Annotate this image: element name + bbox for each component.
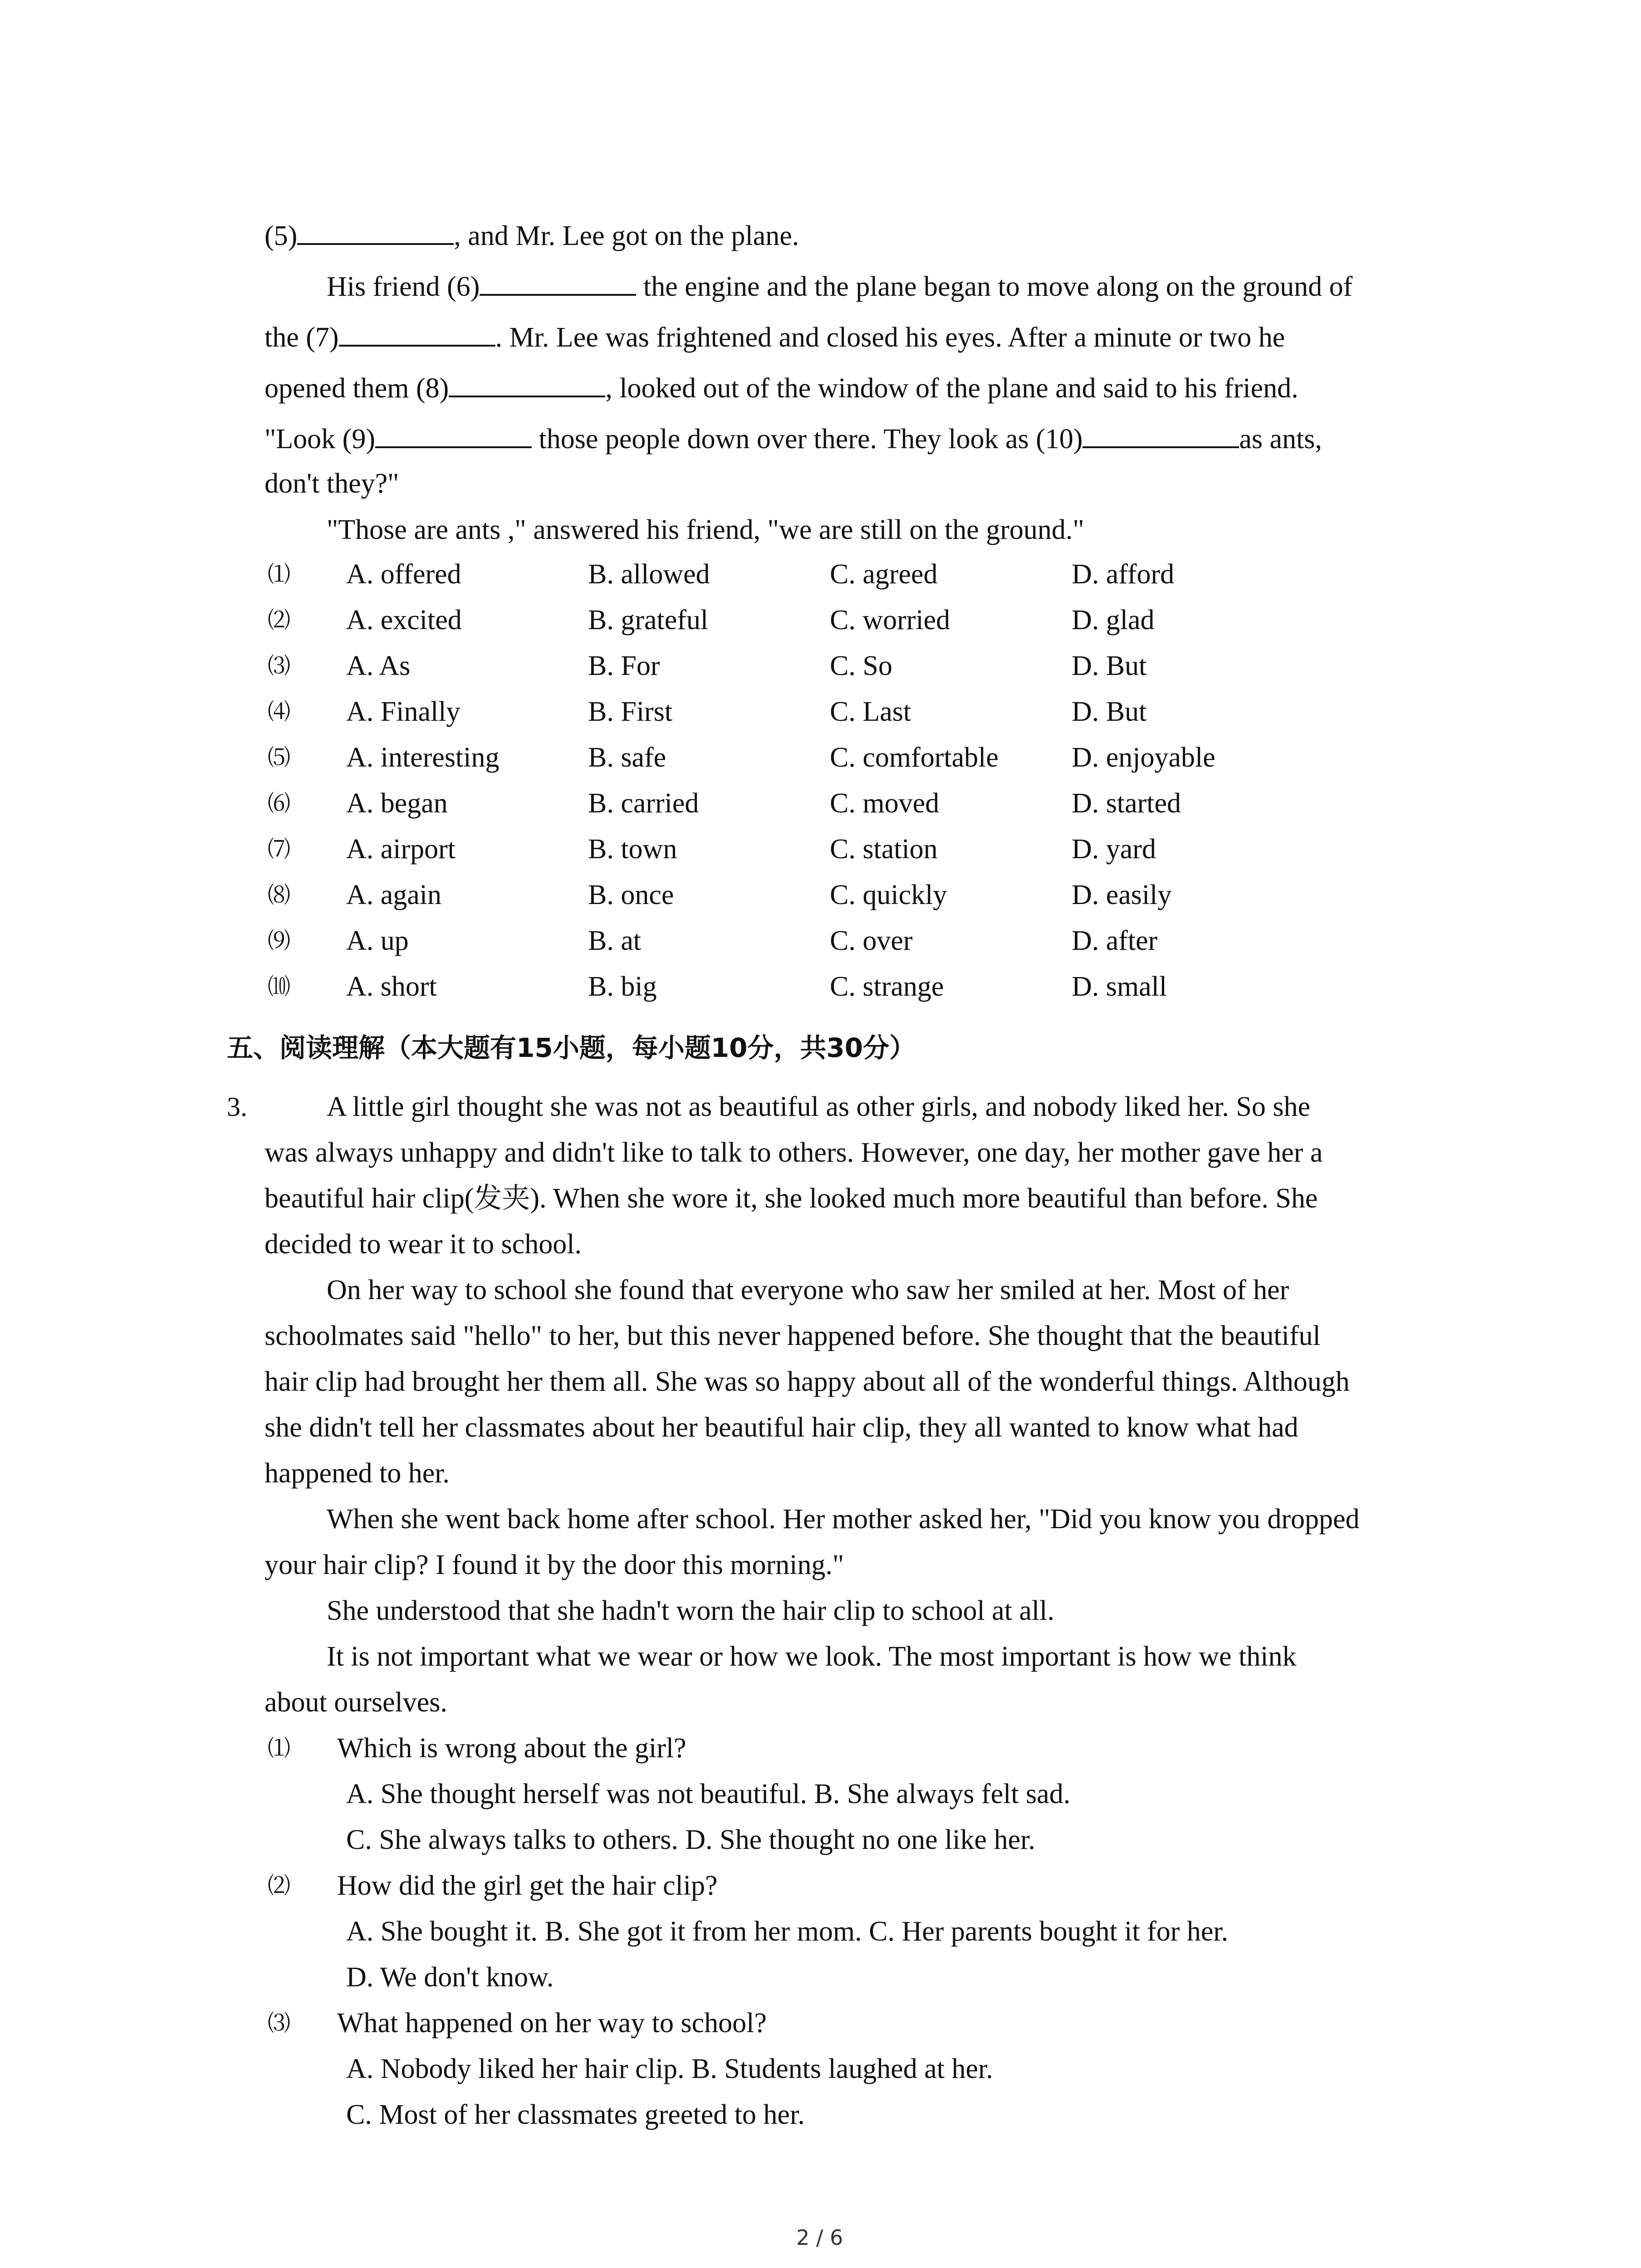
option-b[interactable]: B. town: [588, 834, 677, 865]
answer-options[interactable]: A. She bought it. B. She got it from her mom. C. Her parents bought it for her.: [346, 1916, 1229, 1947]
option-c[interactable]: C. quickly: [830, 880, 947, 910]
answer-blank-5[interactable]: [297, 216, 454, 245]
cloze-text: opened them (8): [265, 373, 449, 404]
passage-line: she didn't tell her classmates about her beautiful hair clip, they all wanted to know what had: [265, 1412, 1298, 1443]
option-c[interactable]: C. comfortable: [830, 742, 999, 773]
option-b[interactable]: B. carried: [588, 788, 699, 819]
option-b[interactable]: B. big: [588, 971, 657, 1002]
passage-line: happened to her.: [265, 1458, 450, 1489]
answer-options[interactable]: A. She thought herself was not beautiful. B. She always felt sad.: [346, 1779, 1071, 1809]
option-a[interactable]: A. again: [346, 880, 442, 910]
option-c[interactable]: C. strange: [830, 971, 944, 1002]
answer-options[interactable]: D. We don't know.: [346, 1962, 554, 1993]
option-d[interactable]: D. after: [1072, 925, 1158, 956]
cloze-line-7: "Those are ants ," answered his friend, "we are still on the ground.": [327, 514, 1084, 545]
cloze-text: those people down over there. They look as (10): [531, 424, 1083, 455]
question-number: ⑵: [268, 1872, 290, 1899]
option-c[interactable]: C. over: [830, 925, 913, 956]
passage-line: schoolmates said "hello" to her, but this never happened before. She thought that the beautiful: [265, 1320, 1321, 1351]
question-number: ⑸: [268, 744, 290, 771]
option-d[interactable]: D. easily: [1072, 880, 1172, 910]
cloze-line-5: [265, 419, 1322, 457]
question-number: ⑽: [268, 973, 290, 1000]
option-c[interactable]: C. moved: [830, 788, 940, 819]
answer-options[interactable]: C. She always talks to others. D. She thought no one like her.: [346, 1824, 1035, 1855]
cloze-line-3: [265, 318, 1285, 356]
question-number: ⑻: [268, 882, 290, 908]
option-d[interactable]: D. started: [1072, 788, 1181, 819]
option-c[interactable]: C. Last: [830, 696, 911, 727]
passage-line: your hair clip? I found it by the door this morning.": [265, 1549, 844, 1580]
option-a[interactable]: A. excited: [346, 605, 462, 635]
option-a[interactable]: A. short: [346, 971, 437, 1002]
cloze-text: the (7): [265, 322, 339, 353]
option-d[interactable]: D. yard: [1072, 834, 1156, 865]
option-c[interactable]: C. So: [830, 650, 892, 681]
question-number: ⑵: [268, 607, 290, 633]
cloze-line-6: don't they?": [265, 468, 399, 499]
option-a[interactable]: A. airport: [346, 834, 456, 865]
option-a[interactable]: A. up: [346, 925, 409, 956]
question-text: What happened on her way to school?: [337, 2008, 767, 2038]
passage-line: beautiful hair clip(发夹). When she wore it, she looked much more beautiful than before. She: [265, 1183, 1318, 1214]
option-b[interactable]: B. grateful: [588, 605, 709, 635]
cloze-text: as ants,: [1239, 424, 1322, 455]
option-d[interactable]: D. glad: [1072, 605, 1155, 635]
option-d[interactable]: D. small: [1072, 971, 1167, 1002]
question-number: ⑹: [268, 790, 290, 816]
passage-line: She understood that she hadn't worn the hair clip to school at all.: [327, 1595, 1054, 1626]
question-number: ⑶: [268, 653, 290, 679]
cloze-text: the engine and the plane began to move along on the ground of: [636, 271, 1353, 302]
cloze-line-1: [265, 216, 799, 254]
question-text: How did the girl get the hair clip?: [337, 1870, 718, 1901]
option-a[interactable]: A. offered: [346, 559, 461, 590]
question-number: ⑴: [268, 1735, 290, 1761]
cloze-text: (5): [265, 220, 298, 251]
option-c[interactable]: C. worried: [830, 605, 950, 635]
passage-line: hair clip had brought her them all. She was so happy about all of the wonderful things. Although: [265, 1366, 1350, 1397]
passage-line: On her way to school she found that everyone who saw her smiled at her. Most of her: [327, 1275, 1289, 1305]
passage-number: 3.: [227, 1092, 247, 1122]
passage-line: about ourselves.: [265, 1687, 447, 1718]
answer-blank-7[interactable]: [339, 318, 495, 347]
option-a[interactable]: A. interesting: [346, 742, 500, 773]
answer-options[interactable]: A. Nobody liked her hair clip. B. Students laughed at her.: [346, 2053, 993, 2084]
section-heading: 五、阅读理解（本大题有15小题，每小题10分，共30分）: [227, 1032, 916, 1063]
passage-line: decided to wear it to school.: [265, 1229, 582, 1260]
passage-line: was always unhappy and didn't like to talk to others. However, one day, her mother gave her a: [265, 1137, 1323, 1168]
cloze-line-2: [327, 267, 1352, 305]
question-number: ⑺: [268, 836, 290, 862]
option-b[interactable]: B. allowed: [588, 559, 710, 590]
passage-line: It is not important what we wear or how we look. The most important is how we think: [327, 1641, 1297, 1672]
answer-blank-10[interactable]: [1083, 419, 1239, 448]
question-text: Which is wrong about the girl?: [337, 1733, 686, 1764]
option-a[interactable]: A. As: [346, 650, 411, 681]
answer-blank-9[interactable]: [375, 419, 532, 448]
passage-line: A little girl thought she was not as beautiful as other girls, and nobody liked her. So she: [327, 1091, 1310, 1122]
cloze-text: , and Mr. Lee got on the plane.: [454, 220, 799, 251]
cloze-text: . Mr. Lee was frightened and closed his eyes. After a minute or two he: [495, 322, 1285, 353]
option-b[interactable]: B. safe: [588, 742, 666, 773]
option-b[interactable]: B. For: [588, 650, 660, 681]
option-c[interactable]: C. station: [830, 834, 938, 865]
option-a[interactable]: A. Finally: [346, 696, 460, 727]
option-d[interactable]: D. enjoyable: [1072, 742, 1215, 773]
option-d[interactable]: D. But: [1072, 650, 1147, 681]
question-number: ⑷: [268, 699, 290, 725]
question-number: ⑴: [268, 561, 290, 587]
answer-blank-6[interactable]: [480, 267, 636, 296]
option-c[interactable]: C. agreed: [830, 559, 938, 590]
option-b[interactable]: B. once: [588, 880, 674, 910]
page-number: 2 / 6: [796, 2225, 843, 2250]
cloze-text: , looked out of the window of the plane and said to his friend.: [605, 373, 1298, 404]
question-number: ⑶: [268, 2010, 290, 2036]
answer-options[interactable]: C. Most of her classmates greeted to her.: [346, 2099, 805, 2130]
cloze-line-4: [265, 368, 1298, 406]
cloze-text: "Look (9): [265, 424, 375, 455]
option-b[interactable]: B. at: [588, 925, 642, 956]
option-d[interactable]: D. But: [1072, 696, 1147, 727]
option-b[interactable]: B. First: [588, 696, 673, 727]
passage-line: When she went back home after school. Her mother asked her, "Did you know you dropped: [327, 1504, 1360, 1535]
question-number: ⑼: [268, 928, 290, 954]
option-a[interactable]: A. began: [346, 788, 448, 819]
option-d[interactable]: D. afford: [1072, 559, 1175, 590]
cloze-text: His friend (6): [327, 271, 480, 302]
answer-blank-8[interactable]: [449, 368, 605, 397]
